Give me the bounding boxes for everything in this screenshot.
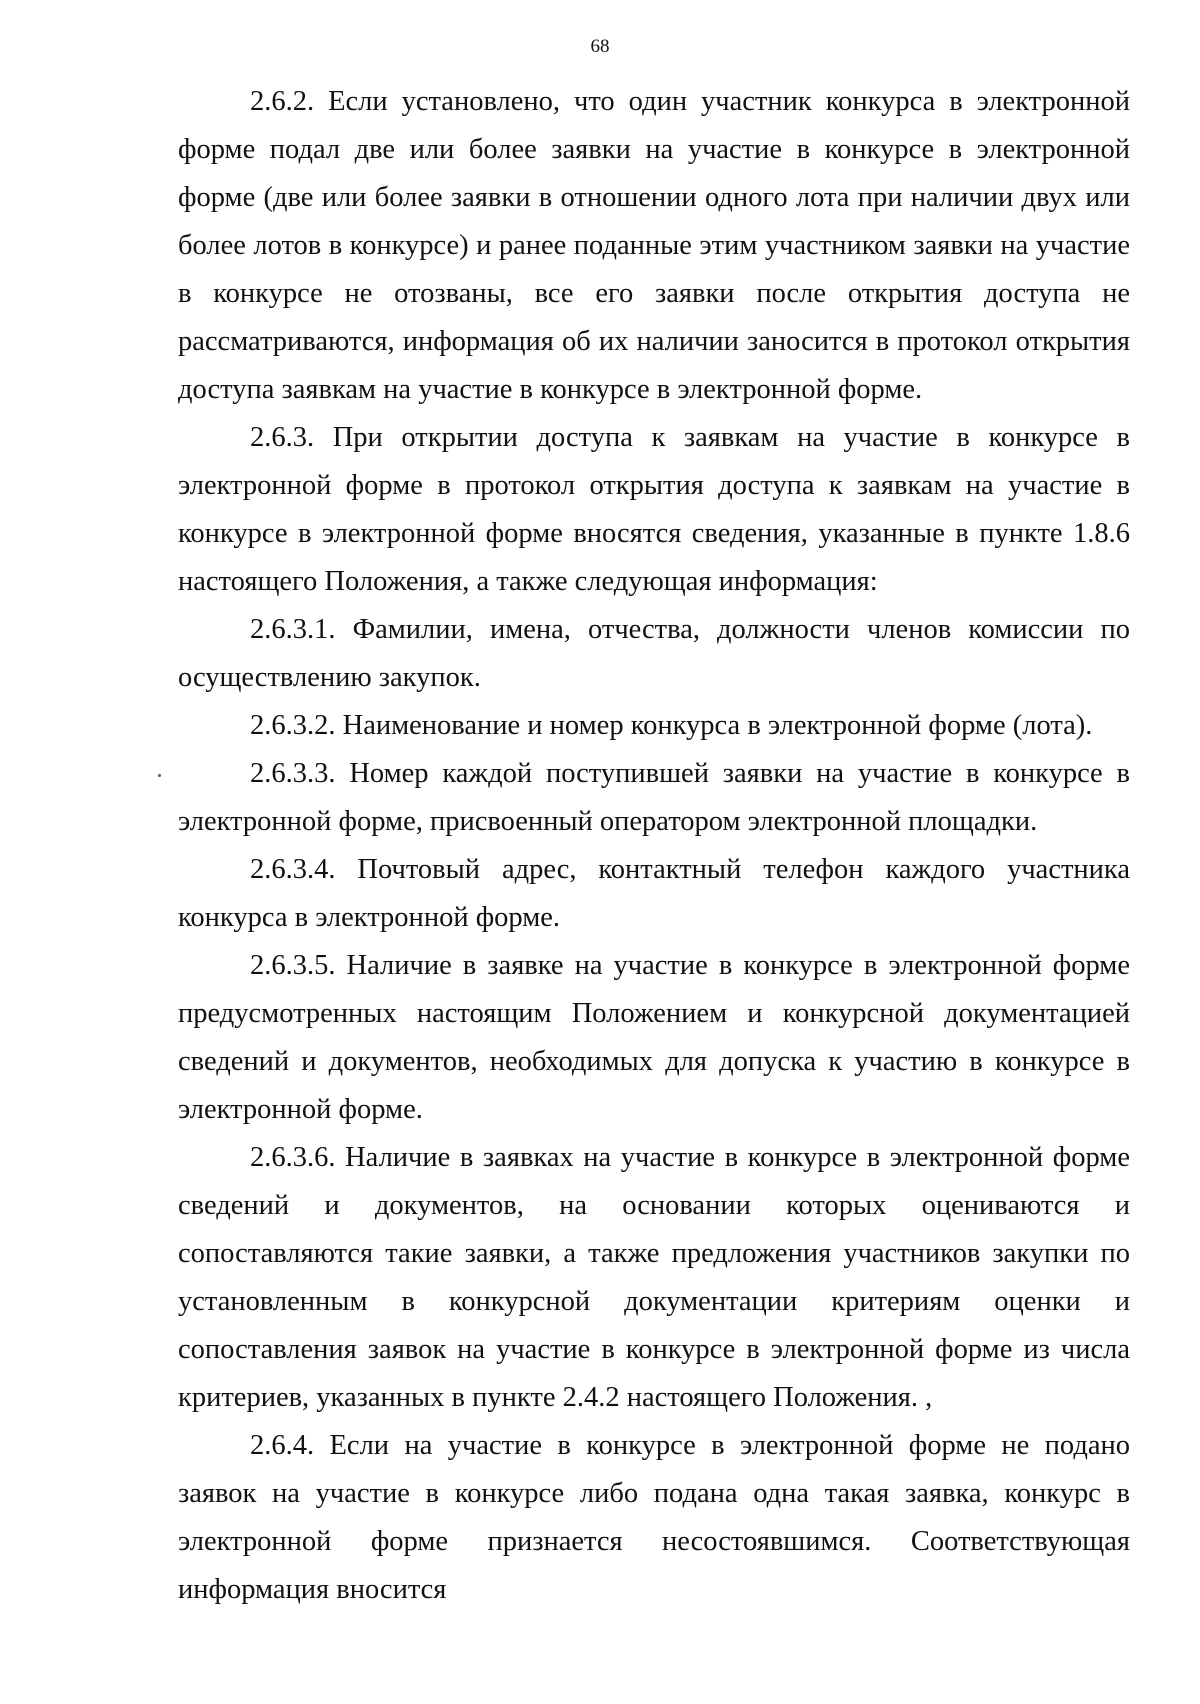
paragraph-2-6-3-5: 2.6.3.5. Наличие в заявке на участие в конкурсе в электронной форме предусмотренных настоящим Положением и конкурсной документацией сведений и документов, необходимых для допуска к участию в конкурсе в электронной форме. (178, 950, 1130, 1125)
paragraph-2-6-3-6: 2.6.3.6. Наличие в заявках на участие в конкурсе в электронной форме сведений и документов, на основании которых оцениваются и сопоставляются такие заявки, а также предложения участников закупки по установленным в конкурсной документации критериям оценки и сопоставления заявок на участие в конкурсе в электронной форме из числа критериев, указанных в пункте 2.4.2 настоящего Положения. , (178, 1142, 1130, 1413)
paragraph-2-6-3-3: 2.6.3.3. Номер каждой поступившей заявки на участие в конкурсе в электронной форме, присвоенный оператором электронной площадки. (178, 758, 1130, 837)
paragraph-2-6-4: 2.6.4. Если на участие в конкурсе в электронной форме не подано заявок на участие в конкурсе либо подана одна такая заявка, конкурс в электронной форме признается несостоявшимся. Соответствующая информация вносится (178, 1430, 1130, 1605)
paragraph-2-6-3-4: 2.6.3.4. Почтовый адрес, контактный телефон каждого участника конкурса в электронной форме. (178, 854, 1130, 933)
paragraph-2-6-3-2: 2.6.3.2. Наименование и номер конкурса в электронной форме (лота). (250, 710, 1093, 741)
page-number: 68 (590, 36, 610, 57)
scan-speck (158, 774, 161, 777)
paragraph-2-6-3: 2.6.3. При открытии доступа к заявкам на участие в конкурсе в электронной форме в протокол открытия доступа к заявкам на участие в конкурсе в электронной форме вносятся сведения, указанные в пункте 1.8.6 настоящего Положения, а также следующая информация: (178, 422, 1130, 597)
paragraph-2-6-3-1: 2.6.3.1. Фамилии, имена, отчества, должности членов комиссии по осуществлению закупок. (178, 614, 1130, 693)
document-body (178, 78, 1130, 1614)
paragraph-2-6-2: 2.6.2. Если установлено, что один участник конкурса в электронной форме подал две или более заявки на участие в конкурсе в электронной форме (две или более заявки в отношении одного лота при наличии двух или более лотов в конкурсе) и ранее поданные этим участником заявки на участие в конкурсе не отозваны, все его заявки после открытия доступа не рассматриваются, информация об их наличии заносится в протокол открытия доступа заявкам на участие в конкурсе в электронной форме. (178, 86, 1130, 405)
